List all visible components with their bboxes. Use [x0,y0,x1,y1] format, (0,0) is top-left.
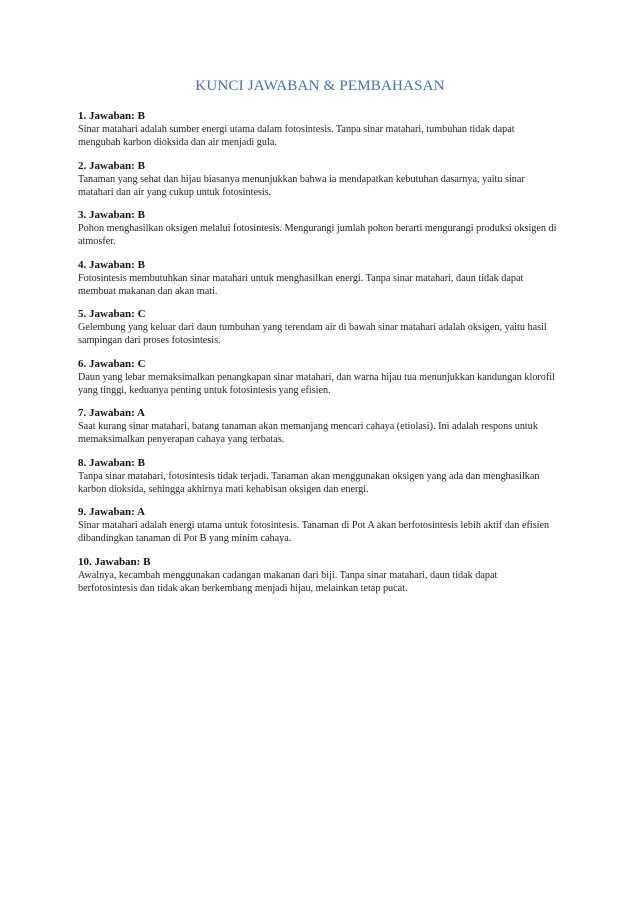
answer-item-2 [78,160,558,199]
answer-explanation: Saat kurang sinar matahari, batang tanaman akan memanjang mencari cahaya (etiolasi). Ini adalah respons untuk memaksimalkan penyerapan cahaya yang terbatas. [78,421,538,445]
answer-list [78,110,558,605]
answer-item-6 [78,358,558,397]
answer-explanation: Gelembung yang keluar dari daun tumbuhan yang terendam air di bawah sinar matahari adalah oksigen, yaitu hasil sampingan dari proses fotosintesis. [78,322,547,346]
answer-heading: 3. Jawaban: B [78,209,145,221]
answer-item-3 [78,209,558,248]
answer-explanation: Tanaman yang sehat dan hijau biasanya menunjukkan bahwa ia mendapatkan kebutuhan dasarnya, yaitu sinar matahari dan air yang cukup untuk fotosintesis. [78,173,525,198]
answer-heading: 6. Jawaban: C [78,357,146,370]
answer-heading: 2. Jawaban: B [78,159,145,172]
answer-explanation: Sinar matahari adalah sumber energi utama dalam fotosintesis. Tanpa sinar matahari, tumbuhan tidak dapat mengubah karbon dioksida dan air menjadi gula. [78,124,515,148]
document-title: KUNCI JAWABAN & PEMBAHASAN [195,78,445,94]
answer-heading: 9. Jawaban: A [78,506,145,518]
answer-item-5 [78,308,558,347]
answer-heading: 1. Jawaban: B [78,110,145,122]
answer-item-9 [78,506,558,545]
answer-explanation: Awalnya, kecambah menggunakan cadangan makanan dari biji. Tanpa sinar matahari, daun tidak dapat berfotosintesis dan tidak akan berkembang menjadi hijau, melainkan tetap pucat. [78,569,498,594]
answer-item-4 [78,259,558,298]
answer-heading: 4. Jawaban: B [78,258,145,271]
answer-item-8 [78,457,558,496]
answer-heading: 8. Jawaban: B [78,456,145,469]
answer-item-1 [78,110,558,149]
answer-item-10 [78,556,558,595]
answer-heading: 5. Jawaban: C [78,308,146,320]
answer-heading: 10. Jawaban: B [78,555,151,568]
answer-item-7 [78,407,558,446]
answer-explanation: Sinar matahari adalah energi utama untuk fotosintesis. Tanaman di Pot A akan berfotosintesis lebih aktif dan efisien dibandingkan tanaman di Pot B yang minim cahaya. [78,520,550,544]
answer-explanation: Daun yang lebar memaksimalkan penangkapan sinar matahari, dan warna hijau tua menunjukkan kandungan klorofil yang tinggi, keduanya penting untuk fotosintesis yang efisien. [78,371,555,396]
answer-heading: 7. Jawaban: A [78,407,145,419]
answer-explanation: Pohon menghasilkan oksigen melalui fotosintesis. Mengurangi jumlah pohon berarti mengurangi produksi oksigen di atmosfer. [78,223,557,247]
answer-explanation: Fotosintesis membutuhkan sinar matahari untuk menghasilkan energi. Tanpa sinar matahari, daun tidak dapat membuat makanan dan akan mati. [78,272,524,297]
answer-explanation: Tanpa sinar matahari, fotosintesis tidak terjadi. Tanaman akan menggunakan oksigen yang ada dan menghasilkan karbon dioksida, sehingga akhirnya mati kehabisan oksigen dan energi. [78,470,540,495]
